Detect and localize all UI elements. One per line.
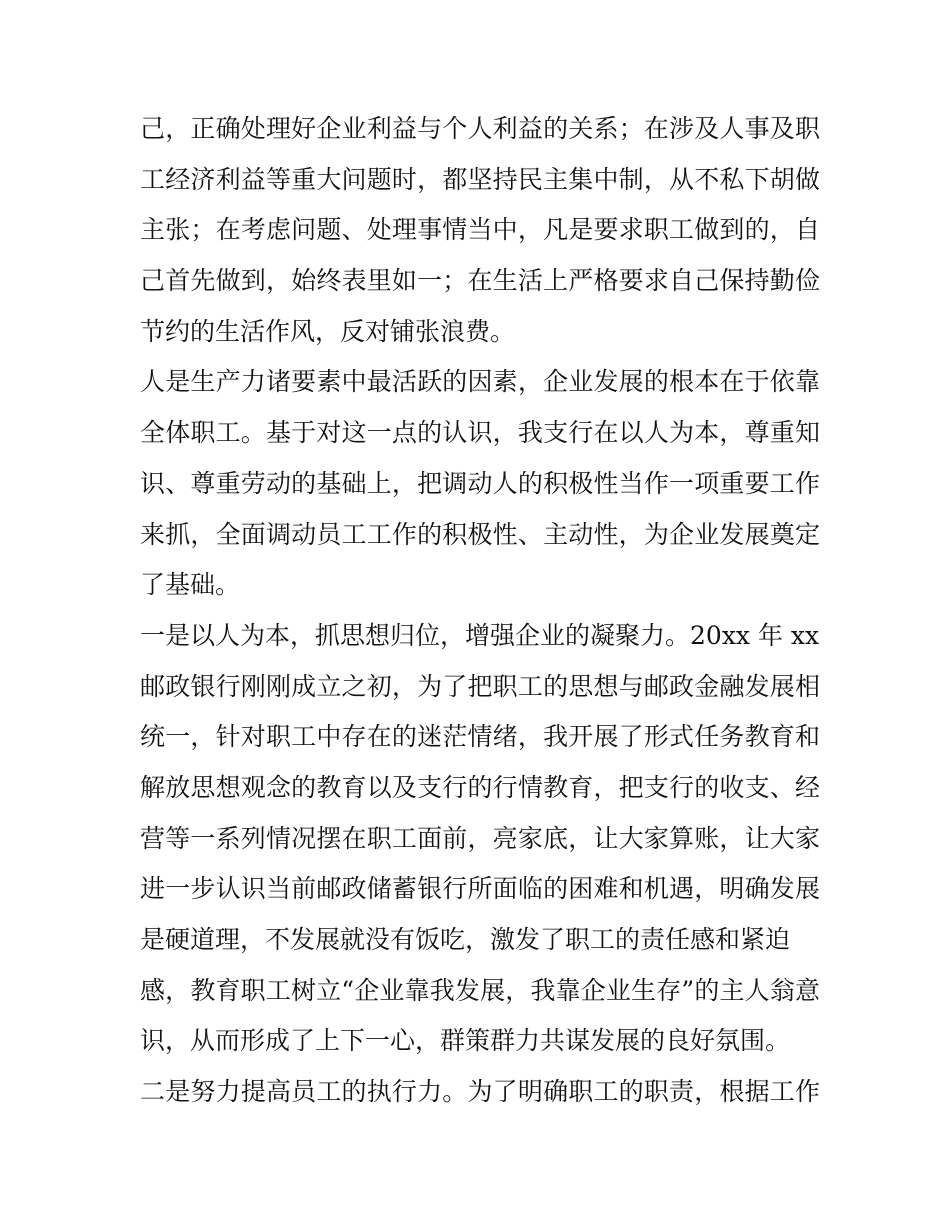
text-line: 一是以人为本，抓思想归位，增强企业的凝聚力。20xx 年 xx bbox=[140, 620, 820, 650]
text-line: 了基础。 bbox=[140, 570, 241, 600]
text-line: 主张；在考虑问题、处理事情当中，凡是要求职工做到的，自 bbox=[140, 215, 820, 245]
text-line: 工经济利益等重大问题时，都坚持民主集中制，从不私下胡做 bbox=[140, 164, 820, 194]
text-line: 进一步认识当前邮政储蓄银行所面临的困难和机遇，明确发展 bbox=[140, 874, 820, 904]
text-line: 二是努力提高员工的执行力。为了明确职工的职责，根据工作 bbox=[140, 1077, 820, 1107]
text-line: 人是生产力诸要素中最活跃的因素，企业发展的根本在于依靠 bbox=[140, 367, 820, 397]
text-line: 来抓，全面调动员工工作的积极性、主动性，为企业发展奠定 bbox=[140, 519, 820, 549]
text-line: 感，教育职工树立“企业靠我发展，我靠企业生存”的主人翁意 bbox=[140, 975, 820, 1005]
document-body bbox=[140, 104, 820, 1118]
text-line: 全体职工。基于对这一点的认识，我支行在以人为本，尊重知 bbox=[140, 418, 820, 448]
text-line: 节约的生活作风，反对铺张浪费。 bbox=[140, 316, 516, 346]
text-line: 识，从而形成了上下一心，群策群力共谋发展的良好氛围。 bbox=[140, 1026, 791, 1056]
text-line: 是硬道理，不发展就没有饭吃，激发了职工的责任感和紧迫 bbox=[140, 925, 791, 954]
text-line: 解放思想观念的教育以及支行的行情教育，把支行的收支、经 bbox=[140, 772, 820, 802]
text-line: 邮政银行刚刚成立之初，为了把职工的思想与邮政金融发展相 bbox=[140, 671, 820, 701]
text-line: 识、尊重劳动的基础上，把调动人的积极性当作一项重要工作 bbox=[140, 468, 820, 498]
text-line: 己，正确处理好企业利益与个人利益的关系；在涉及人事及职 bbox=[140, 114, 820, 143]
text-line: 统一，针对职工中存在的迷茫情绪，我开展了形式任务教育和 bbox=[140, 722, 820, 752]
text-line: 己首先做到，始终表里如一；在生活上严格要求自己保持勤俭 bbox=[140, 266, 820, 296]
text-line: 营等一系列情况摆在职工面前，亮家底，让大家算账，让大家 bbox=[140, 823, 820, 853]
